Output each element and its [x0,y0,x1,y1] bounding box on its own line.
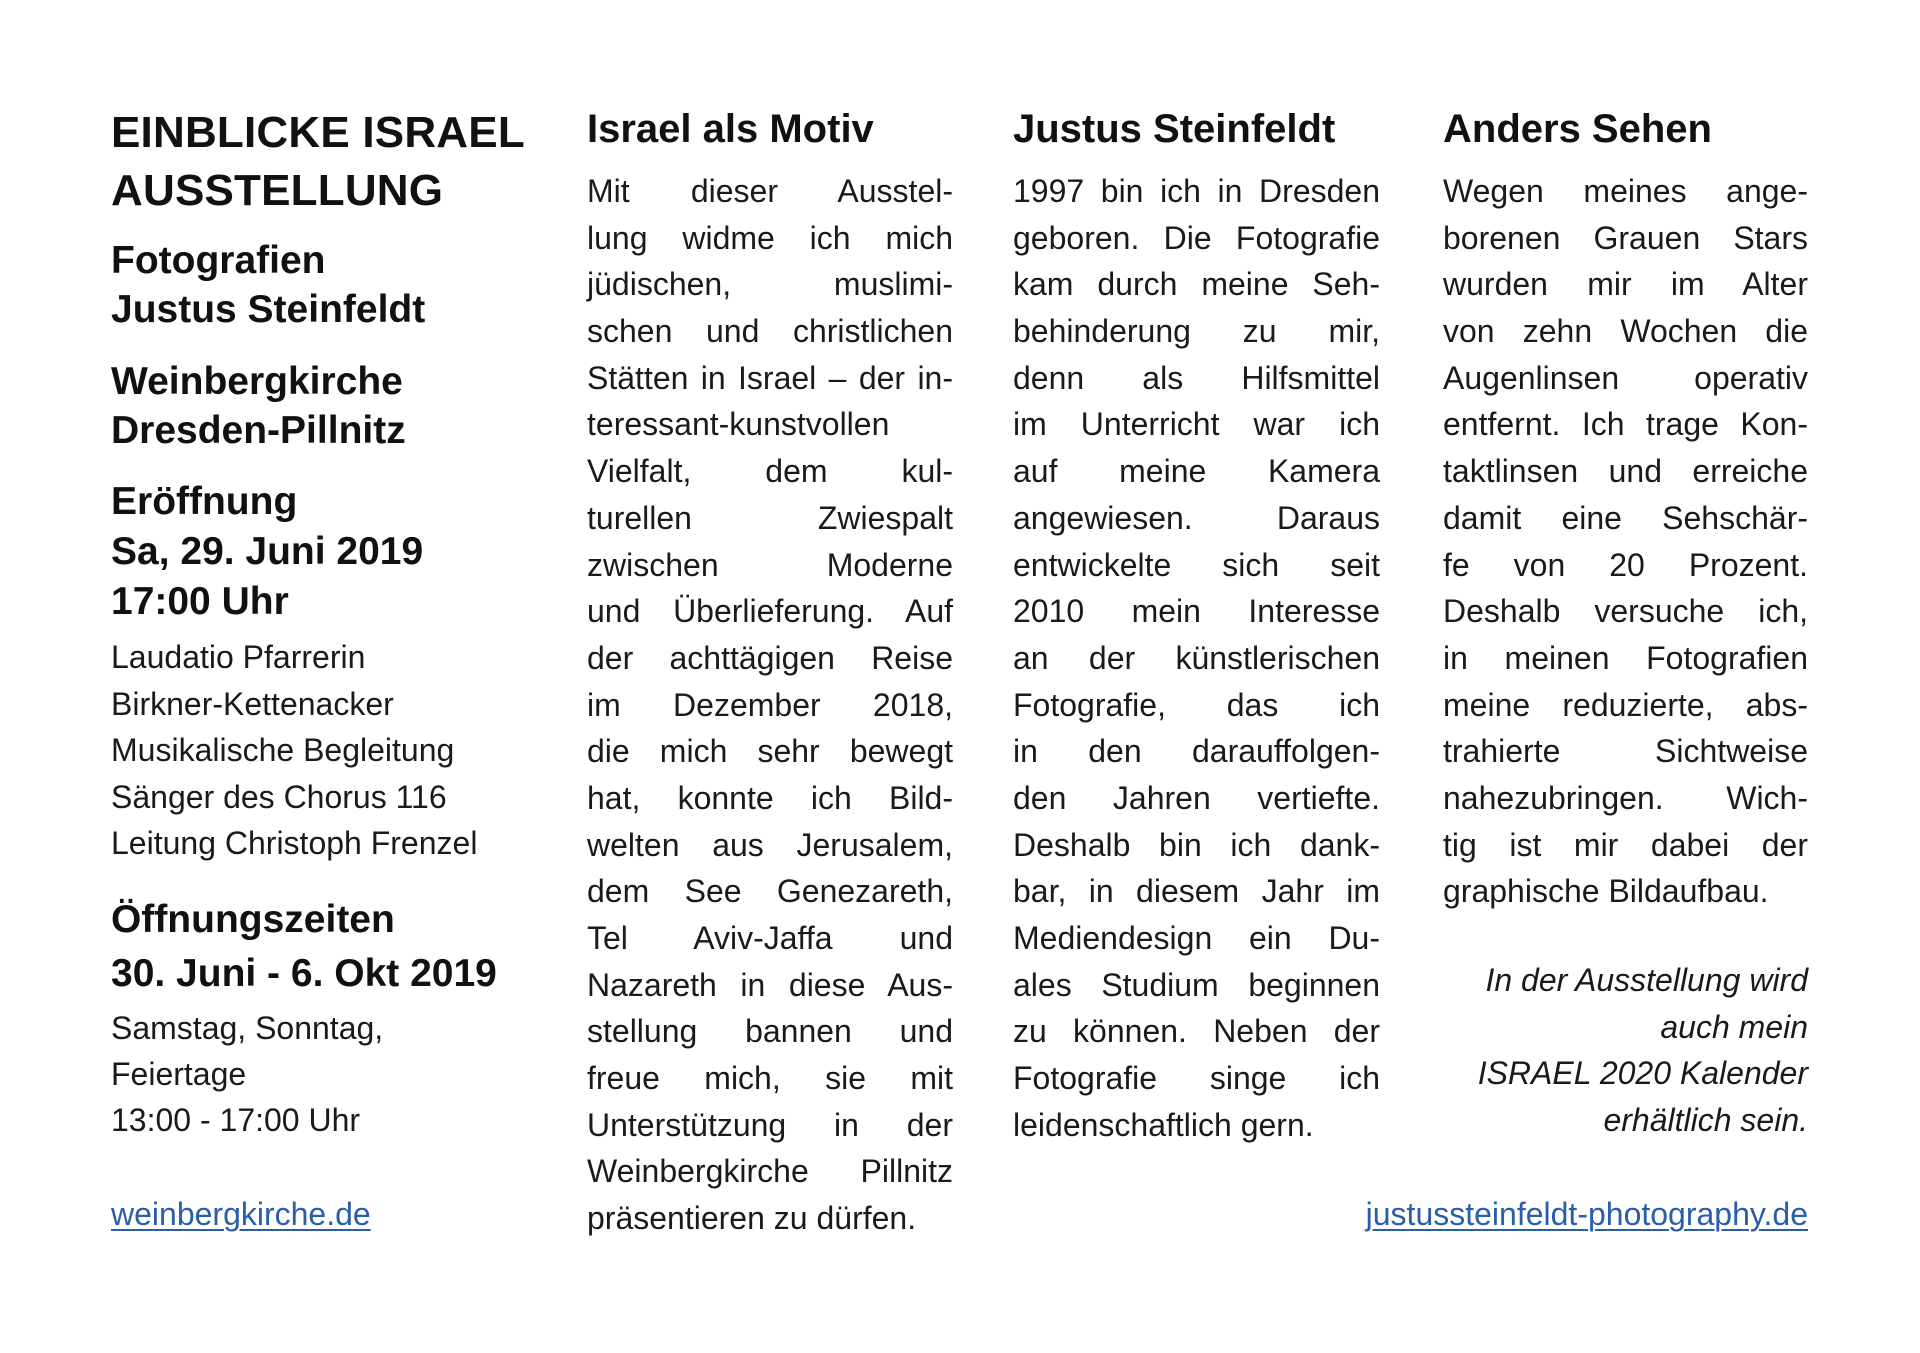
paragraph-line: Deshalb versuche ich, [1443,593,1808,630]
bio-paragraph [1013,168,1380,1148]
paragraph-line: Nazareth in diese Aus- [587,966,953,1003]
photography-website-link[interactable]: justussteinfeldt-photography.de [1365,1196,1808,1232]
paragraph-line: die mich sehr bewegt [587,733,953,770]
paragraph-line: in meinen Fotografien [1443,639,1808,676]
paragraph-line: den Jahren vertiefte. [1013,779,1380,816]
title-line: AUSSTELLUNG [111,166,444,215]
paragraph-line: der achttägigen Reise [587,639,953,676]
program-line: Musikalische Begleitung [111,732,455,768]
hours-line: Feiertage [111,1056,247,1092]
photographer-name: Justus Steinfeldt [111,288,426,331]
paragraph-line: denn als Hilfsmittel [1013,359,1380,396]
paragraph-line: Unterstützung in der [587,1106,953,1143]
exhibition-title [111,104,525,220]
paragraph-line: dem See Genezareth, [587,873,953,910]
paragraph-line: welten aus Jerusalem, [587,826,953,863]
paragraph-line: taktlinsen und erreiche [1443,453,1808,490]
paragraph-line: angewiesen. Daraus [1013,499,1380,536]
sehen-paragraph [1443,168,1808,915]
paragraph-line: geboren. Die Fotografie [1013,219,1380,256]
sehen-heading: Anders Sehen [1443,107,1712,151]
paragraph-line: auf meine Kamera [1013,453,1380,490]
venue-name: Weinbergkirche [111,360,403,403]
opening-label: Eröffnung [111,480,298,523]
paragraph-line: in den darauffolgen- [1013,733,1380,770]
venue-location: Dresden-Pillnitz [111,409,406,452]
paragraph-line: entfernt. Ich trage Kon- [1443,406,1808,443]
opening-date: Sa, 29. Juni 2019 [111,530,424,573]
program-line: Sänger des Chorus 116 [111,779,447,815]
paragraph-line: In der Ausstellung wird [1485,962,1808,998]
paragraph-line: Stätten in Israel – der in- [587,359,953,396]
paragraph-line: teressant-kunstvollen [587,406,890,443]
paragraph-line: Fotografie singe ich [1013,1060,1380,1097]
paragraph-line: Weinbergkirche Pillnitz [587,1153,953,1190]
paragraph-line: Fotografie, das ich [1013,686,1380,723]
title-line: EINBLICKE ISRAEL [111,108,525,157]
paragraph-line: Mediendesign ein Du- [1013,920,1380,956]
paragraph-line: Tel Aviv-Jaffa und [587,920,953,956]
paragraph-line: und Überlieferung. Auf [587,593,953,630]
paragraph-line: an der künstlerischen [1013,639,1380,676]
motiv-paragraph [587,168,953,1242]
paragraph-line: graphische Bildaufbau. [1443,873,1769,910]
paragraph-line: leidenschaftlich gern. [1013,1106,1314,1143]
weinbergkirche-link[interactable]: weinbergkirche.de [111,1196,371,1232]
paragraph-line: wurden mir im Alter [1443,266,1808,303]
paragraph-line: 2010 mein Interesse [1013,593,1380,630]
paragraph-line: damit eine Sehschär- [1443,499,1808,536]
paragraph-line: stellung bannen und [587,1013,953,1050]
paragraph-line: freue mich, sie mit [587,1060,953,1097]
paragraph-line: fe von 20 Prozent. [1443,546,1808,583]
paragraph-line: meine reduzierte, abs- [1443,686,1808,723]
hours-label: Öffnungszeiten [111,898,395,941]
paragraph-line: borenen Grauen Stars [1443,219,1808,256]
hours-line: Samstag, Sonntag, [111,1010,384,1046]
paragraph-line: bar, in diesem Jahr im [1013,873,1380,910]
program-line: Laudatio Pfarrerin [111,639,366,675]
hours-range: 30. Juni - 6. Okt 2019 [111,952,497,995]
paragraph-line: ISRAEL 2020 Kalender [1477,1055,1808,1092]
paragraph-line: im Unterricht war ich [1013,406,1380,443]
paragraph-line: jüdischen, muslimi- [587,266,953,303]
paragraph-line: entwickelte sich seit [1013,546,1380,583]
paragraph-line: zu können. Neben der [1013,1013,1380,1050]
paragraph-line: kam durch meine Seh- [1013,266,1380,303]
paragraph-line: präsentieren zu dürfen. [587,1200,917,1237]
paragraph-line: hat, konnte ich Bild- [587,779,953,816]
motiv-heading: Israel als Motiv [587,107,874,151]
paragraph-line: auch mein [1660,1008,1808,1045]
bio-heading: Justus Steinfeldt [1013,107,1336,151]
paragraph-line: von zehn Wochen die [1443,313,1808,350]
calendar-note [1443,957,1808,1144]
paragraph-line: tig ist mir dabei der [1443,826,1808,863]
hours-line: 13:00 - 17:00 Uhr [111,1102,361,1138]
photos-label: Fotografien [111,239,326,282]
program-line: Birkner-Kettenacker [111,686,394,722]
paragraph-line: erhältlich sein. [1603,1102,1808,1139]
paragraph-line: turellen Zwiespalt [587,499,953,536]
paragraph-line: im Dezember 2018, [587,686,953,723]
paragraph-line: 1997 bin ich in Dresden [1013,173,1380,209]
paragraph-line: nahezubringen. Wich- [1443,779,1808,816]
opening-time: 17:00 Uhr [111,580,289,623]
paragraph-line: Vielfalt, dem kul- [587,453,953,490]
paragraph-line: lung widme ich mich [587,219,953,256]
paragraph-line: zwischen Moderne [587,546,953,583]
paragraph-line: Mit dieser Ausstel- [587,173,953,209]
paragraph-line: behinderung zu mir, [1013,313,1380,350]
paragraph-line: Augenlinsen operativ [1443,359,1808,396]
paragraph-line: ales Studium beginnen [1013,966,1380,1003]
paragraph-line: Deshalb bin ich dank- [1013,826,1380,863]
paragraph-line: trahierte Sichtweise [1443,733,1808,770]
paragraph-line: Wegen meines ange- [1443,173,1808,209]
program-line: Leitung Christoph Frenzel [111,825,478,861]
paragraph-line: schen und christlichen [587,313,953,350]
